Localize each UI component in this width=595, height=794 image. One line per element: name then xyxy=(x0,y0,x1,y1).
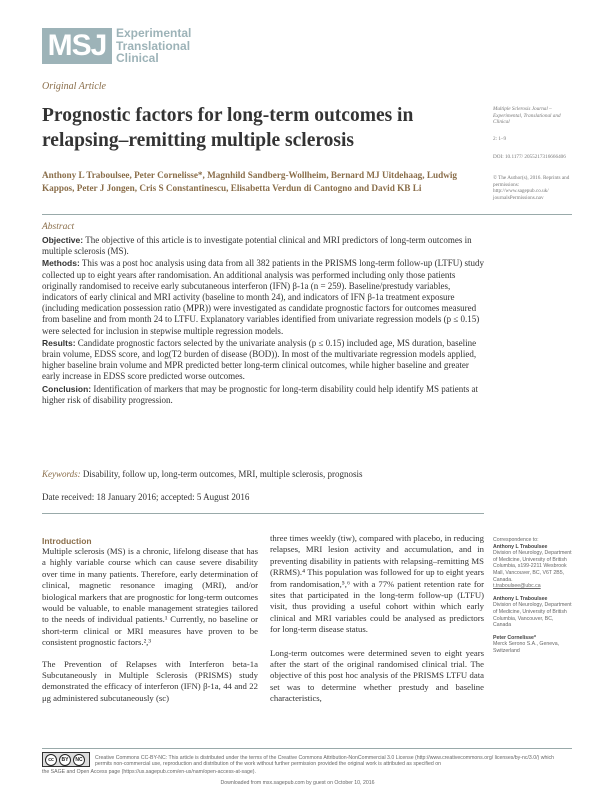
paragraph: Long-term outcomes were determined seven to eight years after the start of the original randomised clinical trial. The objective of this post hoc analysis of the PRISMS LTFU data set was to determine whether prestudy and baseline characteristics, xyxy=(270,647,484,704)
keywords-label: Keywords: xyxy=(42,469,81,479)
author-list: Anthony L Traboulsee, Peter Cornelisse*, Magnhild Sandberg-Wollheim, Bernard MJ Uitdehaag, Ludwig Kappos, Peter J Jongen, Cris S Constantinescu, Elisabetta Verdun di Cantogno and David KB Li xyxy=(42,170,457,193)
conclusion-text: Identification of markers that may be prognostic for long-term disability could help identify MS patients at higher risk of disability progression. xyxy=(42,383,479,405)
attribution-icon: BY xyxy=(59,754,71,766)
license-text: Creative Commons CC-BY-NC: This article is distributed under the terms of the Creative Commons Attribution-NonCommercial 3.0 License (http://www.creativecommons.org/ licenses/by-nc/3.0/) which permits non-commercial use, reproduction and distribution of the work without further permission provided the original work is attributed as specified on xyxy=(95,755,554,768)
results-label: Results: xyxy=(42,337,76,348)
copyright: © The Author(s), 2016. Reprints and permissions: http://www.sagepub.co.uk/ journalsPermissions.nav xyxy=(493,175,570,201)
body-column-right xyxy=(270,533,484,705)
divider xyxy=(42,748,572,749)
author-email[interactable]: t.traboulsee@ubc.ca xyxy=(493,583,541,590)
journal-name-line: Translational xyxy=(116,38,191,53)
license-text-continued: the SAGE and Open Access page (https://us.sagepub.com/en-us/nam/open-access-at-sage). xyxy=(42,769,256,775)
author-affiliation: Division of Neurology, Department of Medicine, University of British Columbia, Vancouver, BC, Canada xyxy=(493,602,572,629)
objective-label: Objective: xyxy=(42,235,84,245)
received-accepted-dates: Date received: 18 January 2016; accepted: 5 August 2016 xyxy=(42,492,250,502)
paragraph: Multiple sclerosis (MS) is a chronic, lifelong disease that has a highly variable course which can cause severe disability over time in many patients. Therefore, early determination of clinical, magnetic resonance imaging (MRI), and/or biological markers that are prognostic for long-term outcomes would be valuable, to enable management strategies tailored to the needs of individual patients.¹ Currently, no baseline or short-term clinical or MRI measures have proven to be consistent prognostic factors.²,³ xyxy=(42,546,258,648)
journal-citation: Multiple Sclerosis Journal – Experimental, Translational and Clinical xyxy=(493,106,561,126)
author-name: Anthony L Traboulsee xyxy=(493,543,548,550)
divider xyxy=(42,214,572,215)
methods-label: Methods: xyxy=(42,258,80,269)
correspondence-block xyxy=(493,537,573,655)
article-title: Prognostic factors for long-term outcomes in relapsing–remitting multiple sclerosis xyxy=(42,105,414,151)
abstract-heading: Abstract xyxy=(42,222,75,232)
section-heading-introduction: Introduction xyxy=(42,536,92,546)
divider xyxy=(42,513,484,514)
article-type: Original Article xyxy=(42,81,106,92)
abstract-body xyxy=(42,235,484,407)
journal-logo: MSJ xyxy=(42,28,112,64)
journal-name-line: Experimental xyxy=(116,26,192,40)
objective-text: The objective of this article is to investigate potential clinical and MRI predictors of long-term outcomes in multiple sclerosis (MS). xyxy=(42,235,472,257)
page-range: 2: 1–9 xyxy=(493,136,507,142)
noncommercial-icon: NC xyxy=(73,754,85,766)
paragraph: three times weekly (tiw), compared with placebo, in reducing relapses, MRI lesion activity and accumulation, and in preventing disability in patients with relapsing–remitting MS (RRMS).⁴ This population was followed for up to eight years from randomisation,⁵,⁶ with a 77% patient retention rate for sites that participated in the long-term follow-up (LTFU) visit, thus providing a useful cohort within which early clinical and MRI variables could be analysed as predictors for long-term disease status. xyxy=(270,533,484,635)
author-address: Division of Neurology, Department of Medicine, University of British Columbia, s199-2211 Wesbrook Mall, Vancouver, BC, V6T 2B5, Canada. xyxy=(493,550,572,583)
author-name: Anthony L Traboulsee xyxy=(493,595,548,602)
conclusion-label: Conclusion: xyxy=(42,383,92,394)
paragraph: The Prevention of Relapses with Interferon beta-1a Subcutaneously in Multiple Sclerosis (PRISMS) study demonstrated the efficacy of interferon (IFN) β-1a, 44 and 22 μg administered subcutaneously (sc) xyxy=(42,658,258,703)
correspondence-label: Correspondence to: xyxy=(493,537,539,543)
author-affiliation: Merck Serono S.A., Geneva, Switzerland xyxy=(493,641,560,654)
creative-commons-badge[interactable] xyxy=(42,752,90,767)
journal-name xyxy=(116,27,191,65)
keywords xyxy=(42,469,482,479)
results-text: Candidate prognostic factors selected by the univariate analysis (p ≤ 0.15) included age, MS duration, baseline brain volume, EDSS score, and log(T2 burden of disease (BOD)). In most of the multivariate regression models applied, higher baseline brain volume and MPR predicted better long-term clinical outcomes, while higher baseline and greater early increase in EDSS score predicted worse outcomes. xyxy=(42,337,477,382)
methods-text: This was a post hoc analysis using data from all 382 patients in the PRISMS long-term follow-up (LTFU) study collected up to eight years after randomisation. An additional analysis was performed including only those patients originally randomised to receive early subcutaneous interferon (IFN) β-1a (n = 259). Baseline/prestudy variables, indicators of early clinical and MRI activity (baseline to month 24), and indicators of IFN β-1a treatment exposure (including medication possession ratio (MPR)) were investigated as candidate prognostic factors for outcomes measured from baseline and from month 24 to LTFU. Explanatory variables identified from univariate regression models (p ≤ 0.15) were selected for inclusion in stepwise multiple regression models. xyxy=(42,258,485,336)
keywords-text: Disability, follow up, long-term outcomes, MRI, multiple sclerosis, prognosis xyxy=(82,469,363,479)
cc-icon: cc xyxy=(45,754,57,766)
author-name: Peter Cornelisse* xyxy=(493,634,536,641)
journal-name-line: Clinical xyxy=(116,51,159,65)
download-notice: Downloaded from msx.sagepub.com by guest on October 10, 2016 xyxy=(220,780,375,786)
doi[interactable]: DOI: 10.1177/ 2055217316666406 xyxy=(493,154,566,160)
body-column-left xyxy=(42,546,258,704)
